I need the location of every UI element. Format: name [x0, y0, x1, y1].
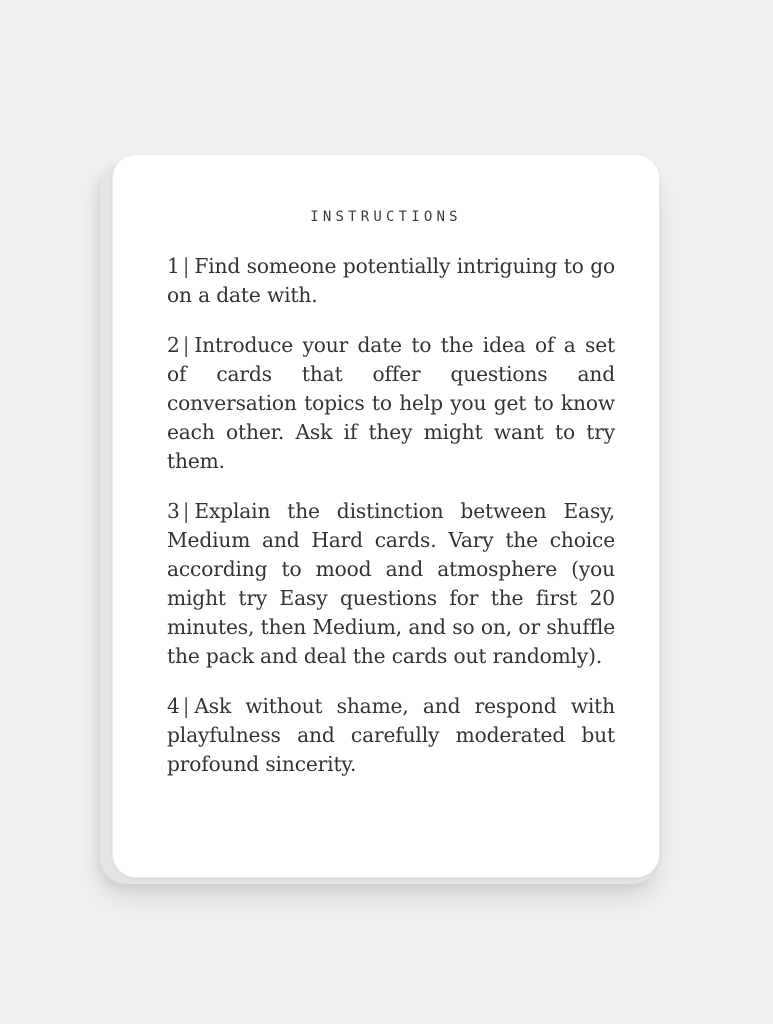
instruction-steps	[167, 252, 615, 800]
step-separator: |	[182, 694, 190, 718]
step-number: 3	[167, 499, 180, 523]
step-separator: |	[182, 499, 190, 523]
step-text: Ask without shame, and respond with playfulness and carefully moderated but profound sincerity.	[167, 694, 615, 776]
card-heading: INSTRUCTIONS	[310, 209, 462, 225]
step-number: 1	[167, 254, 180, 278]
step-text: Explain the distinction between Easy, Medium and Hard cards. Vary the choice according to mood and atmosphere (you might try Easy questions for the first 20 minutes, then Medium, and so on, or shuffle the pack and deal the cards out randomly).	[167, 499, 615, 668]
instruction-card	[112, 154, 660, 878]
step-2	[167, 331, 615, 476]
step-number: 2	[167, 333, 180, 357]
step-1	[167, 252, 615, 310]
step-text: Introduce your date to the idea of a set of cards that offer questions and conversation topics to help you get to know each other. Ask if they might want to try them.	[167, 333, 615, 473]
step-text: Find someone potentially intriguing to go on a date with.	[167, 254, 615, 307]
step-separator: |	[182, 254, 190, 278]
step-3	[167, 497, 615, 671]
step-4	[167, 692, 615, 779]
step-separator: |	[182, 333, 190, 357]
step-number: 4	[167, 694, 180, 718]
